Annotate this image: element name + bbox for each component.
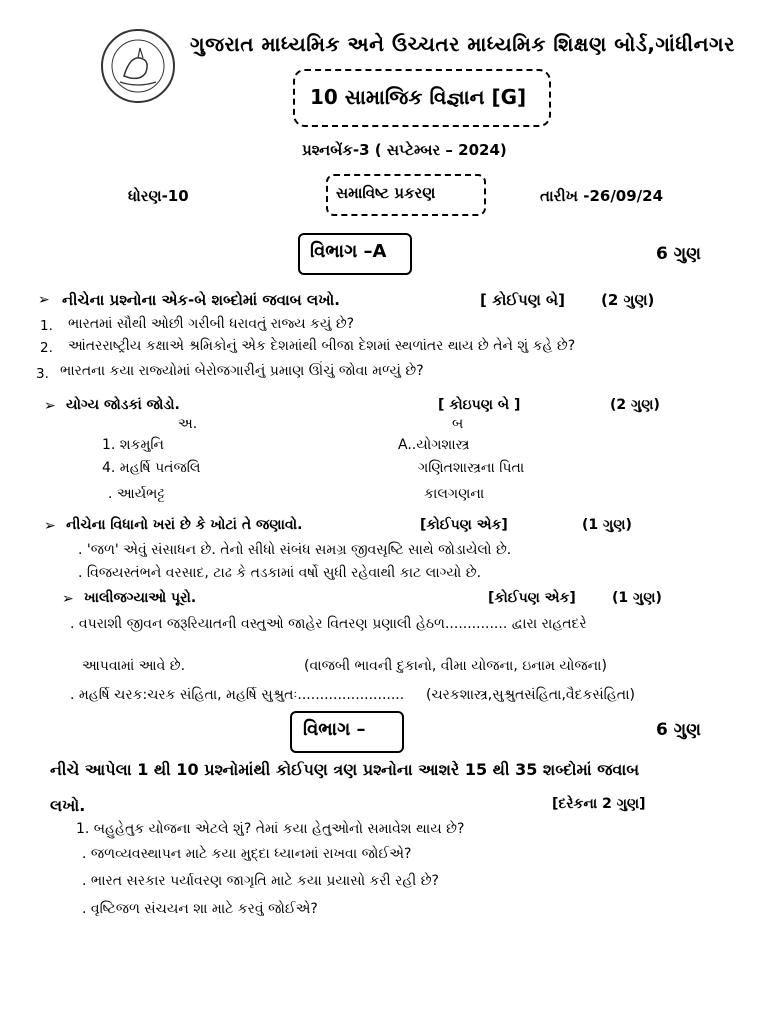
arrow-bullet-icon: ➢ [62,591,74,607]
section-b-instruction-cont: લખો. [50,796,86,815]
question-number: 2. [40,340,53,356]
column-b-header: બ [452,416,464,432]
question-bank-label: પ્રશ્નબેંક-3 ( સપ્ટેમ્બર – 2024) [302,141,507,159]
match-col-b-item: કાલગણના [424,486,485,502]
section-b-question: . વૃષ્ટિજળ સંચયન શા માટે કરવું જોઈએ? [82,901,318,917]
match-col-a-item: 1. શકમુનિ [102,437,164,453]
part2-choice: [ કોઇપણ બે ] [438,397,521,413]
part3-marks: (1 ગુણ) [582,517,632,533]
statement-text: . વિજયસ્તંભને વરસાદ, ટાઢ કે તડકામાં વર્ષો સુધી રહેવાથી કાટ લાગ્યો છે. [78,565,482,581]
fill-blank-question: . મહર્ષિ ચરક:ચરક સંહિતા, મહર્ષિ સુશ્રુતઃ........................ [70,687,405,703]
section-b-marks: 6 ગુણ [656,720,701,740]
fill-blank-line1: . વપરાશી જીવન જરૂરિયાતની વસ્તુઓ જાહેર વિતરણ પ્રણાલી હેઠળ.............. દ્વારા રાહતદરે [70,616,587,632]
part4-instruction: ખાલીજગ્યાઓ પૂરો. [84,590,197,606]
board-seal-logo [100,28,176,104]
part2-instruction: યોગ્ય જોડકાં જોડો. [66,397,180,413]
part1-instruction: નીચેના પ્રશ્નોના એક-બે શબ્દોમાં જવાબ લખો. [62,291,341,309]
match-col-b-item: A..યોગશાસ્ત્ર [398,437,470,453]
question-text: આંતરરાષ્ટ્રીય કક્ષાએ શ્રમિકોનું એક દેશમાંથી બીજા દેશમાં સ્થળાંતર થાય છે તેને શું કહે છે? [68,338,576,354]
part3-instruction: નીચેના વિધાનો ખરાં છે કે ખોટાં તે જણાવો. [66,517,303,533]
section-b-title: વિભાગ – [303,719,366,740]
board-name: ગુજરાત માધ્યમિક અને ઉચ્ચતર માધ્યમિક શિક્ષણ બોર્ડ,ગાંધીનગર [190,32,735,56]
section-b-each-marks: [દરેકના 2 ગુણ] [552,796,646,812]
part4-marks: (1 ગુણ) [612,590,662,606]
match-col-b-item: ગણિતશાસ્ત્રના પિતા [418,460,525,476]
question-text: ભારતમાં સૌથી ઓછી ગરીબી ધરાવતું રાજ્ય કયું છે? [68,316,355,332]
question-number: 3. [36,366,49,382]
paper-type: સમાવિષ્ટ પ્રકરણ [336,184,436,202]
section-b-question: . ભારત સરકાર પર્યાવરણ જાગૃતિ માટે કયા પ્રયાસો કરી રહી છે? [82,873,439,889]
section-a-marks: 6 ગુણ [656,244,701,264]
fill-blank-line2: આપવામાં આવે છે. [82,658,186,674]
arrow-bullet-icon: ➢ [44,398,56,414]
section-b-question: . જળવ્યવસ્થાપન માટે કયા મુદ્દા ધ્યાનમાં રાખવા જોઈએ? [82,846,412,862]
arrow-bullet-icon: ➢ [38,292,50,308]
question-number: 1. [40,318,53,334]
fill-blank-options: (ચરકશાસ્ત્ર,સુશ્રુતસંહિતા,વૈદકસંહિતા) [426,687,635,703]
section-b-instruction: નીચે આપેલા 1 થી 10 પ્રશ્નોમાંથી કોઈપણ ત્રણ પ્રશ્નોના આશરે 15 થી 35 શબ્દોમાં જવાબ [50,760,640,779]
match-col-a-item: . આર્યભટ્ટ [108,486,165,502]
fill-blank-options: (વાજબી ભાવની દુકાનો, વીમા યોજના, ઇનામ યોજના) [304,658,607,674]
match-col-a-item: 4. મહર્ષિ પતંજલિ [102,460,201,476]
section-a-title: વિભાગ –A [310,241,387,262]
date-label: તારીખ -26/09/24 [540,187,664,205]
statement-text: . 'જળ' એવું સંસાધન છે. તેનો સીધો સંબંધ સમગ્ર જીવસૃષ્ટિ સાથે જોડાયેલો છે. [78,542,512,558]
question-text: ભારતના કયા રાજ્યોમાં બેરોજગારીનું પ્રમાણ ઊંચું જોવા મળ્યું છે? [60,363,424,379]
column-a-header: અ. [178,416,198,432]
part1-choice: [ કોઈપણ બે] [480,291,565,309]
arrow-bullet-icon: ➢ [44,518,56,534]
part2-marks: (2 ગુણ) [610,397,660,413]
subject-title: 10 સામાજિક વિજ્ઞાન [G] [310,85,527,109]
part1-marks: (2 ગુણ) [601,291,655,309]
standard-label: ધોરણ-10 [128,187,189,205]
part3-choice: [કોઈપણ એક] [420,517,508,533]
part4-choice: [કોઈપણ એક] [488,590,576,606]
section-b-question: 1. બહુહેતુક યોજના એટલે શું? તેમાં કયા હેતુઓનો સમાવેશ થાય છે? [76,821,465,837]
